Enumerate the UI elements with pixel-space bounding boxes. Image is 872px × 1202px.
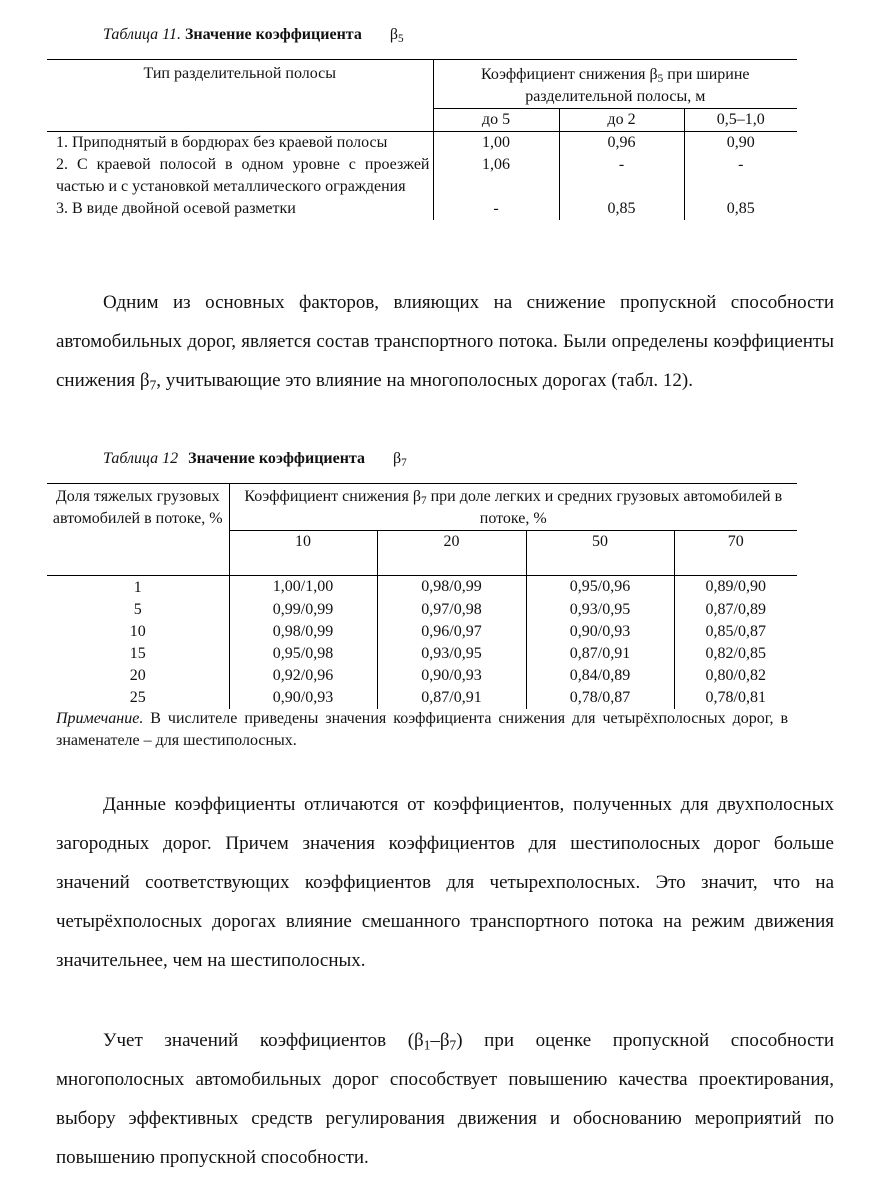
table12-cell: 0,96/0,97 [377,621,526,643]
table11-row3-name: 3. В виде двойной осевой разметки [47,198,433,220]
table12-header-row [47,484,797,531]
table12-symbol: $\beta_7$ [393,450,407,469]
table12-cell: 0,87/0,89 [705,601,766,618]
table12-cell: 0,95/0,96 [526,576,674,600]
table12-title: Значение коэффициента [188,450,366,467]
table12-cell: 0,84/0,89 [526,665,674,687]
table-row [47,198,797,220]
table12-cell: 0,90/0,93 [229,687,377,709]
table12-cell: 0,90/0,93 [526,621,674,643]
table12-share: 20 [47,665,229,687]
table-11 [47,59,797,220]
table12-share: 10 [47,621,229,643]
table11-sub-1: до 5 [433,109,559,132]
table12-body [47,576,797,710]
table-row [47,643,797,665]
table11-row3-v1: - [433,198,559,220]
table12-cell: 0,95/0,98 [229,643,377,665]
table12-note: Примечание. В числителе приведены значения коэффициента снижения для четырёхполосных дорог, в знаменателе – для шестиполосных. [56,710,788,749]
paragraph-comparison: Данные коэффициенты отличаются от коэффициентов, полученных для двухполосных загородных дорог. Причем значения коэффициентов для шестиполосных дорог больше значений соответствующих коэффициентов для четырехполосных. Это значит, что на четырёхполосных дорогах влияние смешанного транспортного потока на режим движения значительнее, чем на шестиполосных. [56,794,834,971]
table12-cell: 0,98/0,99 [377,576,526,600]
table11-header-row [47,60,797,109]
table12-col-coef: Коэффициент снижения $\beta_7$ при доле легких и средних грузовых автомобилей в потоке, % [229,484,797,531]
table-12 [47,483,797,709]
table11-sub-3: 0,5–1,0 [684,109,797,132]
table12-sub-1: 10 [229,531,377,576]
table12-cell: 0,99/0,99 [229,599,377,621]
table11-symbol: $\beta_5$ [389,26,404,45]
table11-row3-v3: 0,85 [726,200,755,217]
table-row [47,687,797,709]
table12-label: Таблица 12 [103,450,179,467]
table12-sub-4: 70 [674,531,797,576]
table12-sub-2: 20 [377,531,526,576]
table12-share: 5 [47,599,229,621]
table12-caption [103,450,407,468]
table11-row3-v2: 0,85 [559,198,684,220]
table11-col-type: Тип разделительной полосы [47,60,433,132]
table12-cell: 0,82/0,85 [705,645,766,662]
table12-share: 25 [47,687,229,709]
table11-caption [103,26,404,44]
table12-cell: 0,80/0,82 [705,667,766,684]
table11-label: Таблица 11. [103,26,181,43]
table12-cell: 0,97/0,98 [377,599,526,621]
table12-cell: 0,78/0,87 [526,687,674,709]
table11-row1-v1: 1,00 [433,132,559,155]
table12-cell: 0,90/0,93 [377,665,526,687]
table11-row2-name: 2. С краевой полосой в одном уровне с проезжей частью и с установкой металлического ограждения [47,154,433,198]
table12-sub-3: 50 [526,531,674,576]
table11-row1-v2: 0,96 [559,132,684,155]
table12-cell: 1,00/1,00 [229,576,377,600]
table12-cell: 0,93/0,95 [377,643,526,665]
table-row [47,132,797,155]
paragraph-composition: Одним из основных факторов, влияющих на снижение пропускной способности автомобильных дорог, является состав транспортного потока. Были определены коэффициенты снижения $\beta_7$, учитывающие это влияние на многополосных дорогах (табл. 12). [56,292,834,393]
table12-cell: 0,93/0,95 [526,599,674,621]
table-row [47,599,797,621]
table11-title: Значение коэффициента [184,26,362,43]
table12-cell: 0,89/0,90 [705,578,766,595]
table12-col-share: Доля тяжелых грузовых автомобилей в потоке, % [47,484,229,576]
table12-cell: 0,85/0,87 [705,623,766,640]
table11-row2-v3: - [738,156,744,173]
table-row [47,621,797,643]
table12-cell: 0,87/0,91 [377,687,526,709]
table11-row1-v3: 0,90 [726,134,755,151]
paragraph-conclusion: Учет значений коэффициентов $(\beta_1-\beta_7)$ при оценке пропускной способности многополосных автомобильных дорог способствует повышению качества проектирования, выбору эффективных средств регулирования движения и обоснованию мероприятий по повышению пропускной способности. [56,1030,834,1168]
table12-cell: 0,78/0,81 [705,689,766,706]
table11-row2-v1: 1,06 [433,154,559,198]
table11-row2-v2: - [559,154,684,198]
table12-cell: 0,87/0,91 [526,643,674,665]
table12-share: 15 [47,643,229,665]
table12-cell: 0,98/0,99 [229,621,377,643]
table-row [47,154,797,198]
table12-cell: 0,92/0,96 [229,665,377,687]
table-row [47,576,797,600]
table12-share: 1 [47,576,229,600]
table11-col-coef: Коэффициент снижения $\beta_5$ при ширине разделительной полосы, м [433,60,797,109]
table11-sub-2: до 2 [559,109,684,132]
table-row [47,665,797,687]
table11-row1-name: 1. Приподнятый в бордюрах без краевой полосы [47,132,433,155]
